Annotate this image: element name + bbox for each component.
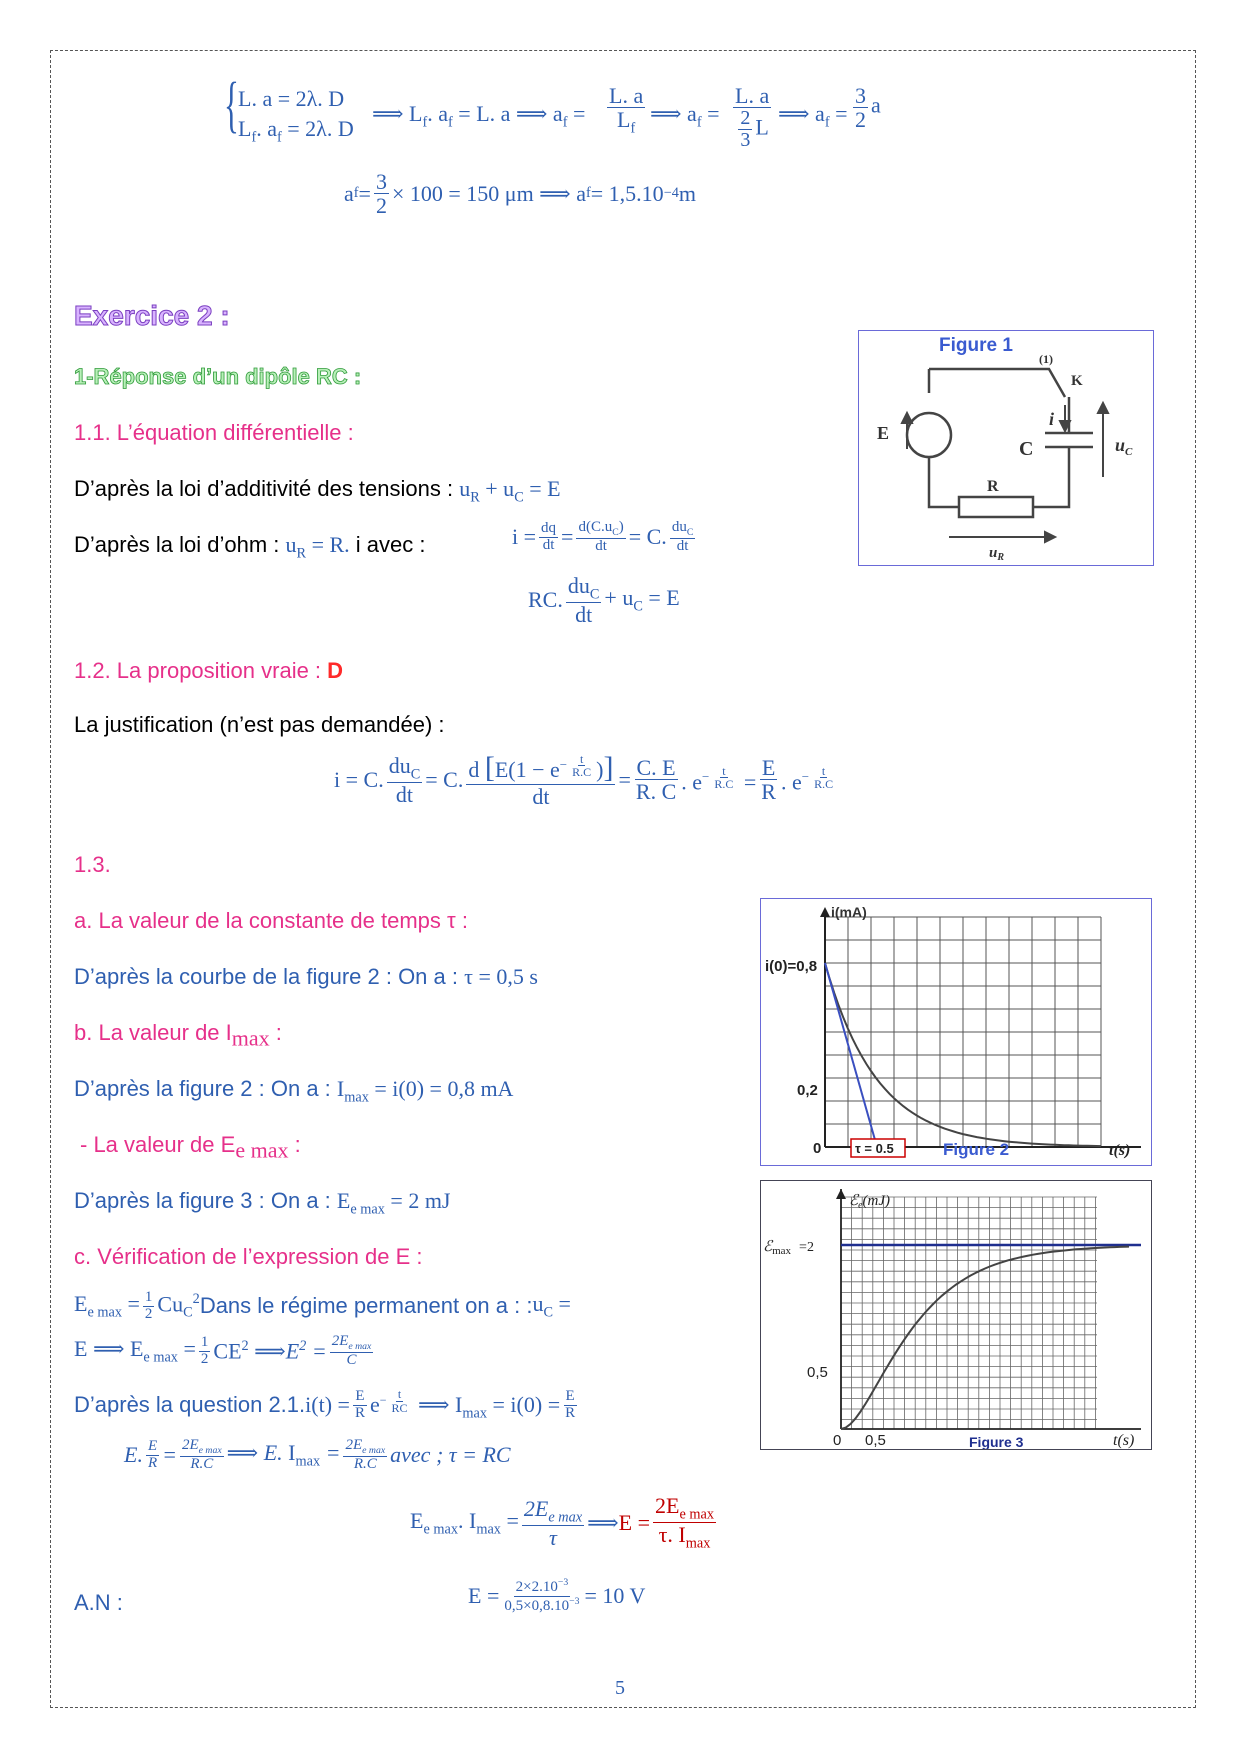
switch-position-label: (1) (1039, 352, 1053, 366)
qc-heading: c. Vérification de l’expression de E : (74, 1244, 423, 1269)
figure-3-ylabel: ℰ$_e$(mJ) (849, 1193, 891, 1211)
additivity-line: D’après la loi d’additivité des tensions : $u_R + u_C = E$ (74, 476, 561, 506)
figure-3-title: Figure 3 (969, 1434, 1024, 1449)
frac-3-2-a: $\frac{3}{2}$ a (855, 83, 881, 133)
justification: La justification (n’est pas demandée) : (74, 712, 445, 737)
current-derivative: i = $\frac{dq}{dt}$ = $\frac{d(C.u_C)}{dt}$ = C. $\frac{du_C}{dt}$ (512, 519, 694, 555)
uc-label: $u_C$ (1115, 435, 1133, 458)
differential-equation: RC. $\frac{du_C}{dt}$ + $u_C = E$ (528, 573, 680, 628)
figure-2-xlabel: t(s) (1109, 1142, 1131, 1159)
energy-graph (761, 1181, 1151, 1449)
exercise-title: Exercice 2 : (74, 300, 230, 331)
switch-label: K (1071, 373, 1083, 389)
qc-result: $E_{e max}$. $I_{max}$ = $\frac{2E_{e max}}{\tau}$ ⟹ E = $\frac{2E_{e max}}{\tau. I_{max}}$ (410, 1493, 714, 1552)
qc-line-3: D’après la question 2.1. i(t) = $\frac{E}{R}$ $e^{- \frac{t}{RC}}$ ⟹ $I_{max} = i(0)$ = $\frac{E}{R}$ (74, 1387, 576, 1422)
tau-label: τ = 0.5 (855, 1141, 894, 1156)
figure-2-ylabel: i(mA) (831, 904, 867, 920)
emax-label: ℰ$_{max}$ =2 (763, 1239, 814, 1257)
fig3-origin: 0 (833, 1432, 842, 1449)
chain-step-1: ⟹ $L_f$. $a_f = L$. a ⟹ $a_f$ = (372, 101, 586, 131)
frac-La-over-Lf: $\frac{L. a}{L_f}$ (609, 83, 644, 137)
source-label: E (877, 423, 890, 443)
figure-2-title: Figure 2 (943, 1140, 1010, 1159)
qe-answer: D’après la figure 3 : On a : $E_{e max} = 2$ mJ (74, 1188, 451, 1218)
current-graph (761, 899, 1151, 1165)
qa-heading: a. La valeur de la constante de temps τ : (74, 908, 468, 933)
current-label: i (1049, 409, 1055, 429)
q13-heading: 1.3. (74, 852, 111, 877)
capacitor-label: C (1019, 438, 1034, 460)
chain-step-3: ⟹ $a_f$ = (650, 101, 720, 131)
ur-label: $u_R$ (989, 545, 1005, 563)
q11-heading: 1.1. L’équation différentielle : (74, 420, 354, 445)
tick-0-5-y: 0,5 (807, 1364, 828, 1381)
qc-line-4: E. $\frac{E}{R}$ = $\frac{2E_{e max}}{R.C}$ ⟹ E. $I_{max}$ = $\frac{2E_{e max}}{R.C}$ avec ; τ = RC (124, 1437, 511, 1473)
resistor-label: R (987, 478, 999, 495)
figure-3 (760, 1180, 1152, 1450)
tick-0-2: 0,2 (797, 1082, 818, 1099)
qb-heading: b. La valeur de $I_{max}$ : (74, 1020, 282, 1051)
figure-1 (858, 330, 1154, 566)
system-line-2: $L_f$. $a_f = 2\lambda$. D (238, 116, 354, 146)
qc-line-2: E ⟹ $E_{e max}$ = $\frac{1}{2}$ $CE^2$ ⟹ $E^2$ = $\frac{2E_{e max}}{C}$ (74, 1333, 372, 1369)
page-number: 5 (615, 1677, 625, 1699)
i0-label: i(0)=0,8 (765, 958, 818, 975)
figure-3-xlabel: t(s) (1113, 1432, 1135, 1449)
af-result: a f = $\frac{3}{2}$ × 100 = 150 μm ⟹ a f = 1,5.10 −4 m (344, 169, 697, 219)
q12-heading: 1.2. La proposition vraie : D (74, 658, 344, 683)
an-label: A.N : (74, 1590, 123, 1615)
qc-line-1: $E_{e max}$ = $\frac{1}{2}$ $Cu_C^2$ Dans le régime permanent on a : : $u_C$ = (74, 1289, 571, 1322)
system-brace: { (224, 71, 239, 139)
an-equation: E = $\frac{2\times 2.10^{-3}}{0,5\times 0,8.10^{-3}}$ = 10 V (468, 1577, 646, 1614)
rc-circuit-diagram (859, 331, 1153, 565)
tick-0-5-x: 0,5 (865, 1432, 886, 1449)
fig2-origin: 0 (813, 1140, 822, 1157)
figure-2 (760, 898, 1152, 1166)
qa-answer: D’après la courbe de la figure 2 : On a : τ = 0,5 s (74, 964, 538, 989)
section-rc-dipole: 1-Réponse d’un dipôle RC : (74, 364, 362, 389)
system-line-1: L. a = 2λ. D (238, 86, 345, 111)
frac-La-over-2-3-L: L. a $\frac{2}{3}$ L (735, 83, 770, 152)
figure-1-title: Figure 1 (939, 335, 1013, 356)
ohm-line: D’après la loi d’ohm : $u_R = R$. i avec : (74, 532, 426, 562)
qb-answer: D’après la figure 2 : On a : $I_{max} = i(0) = 0,8$ mA (74, 1076, 514, 1106)
chain-step-4: ⟹ $a_f$ = (778, 101, 848, 131)
justification-equation: i = C. $\frac{du_C}{dt}$ = C. d [$E(1 - e^{- \frac{t}{R.C}}$ )] dt = $\frac{C. E}{R. C}$ . $e^{- \frac{t}{R.C}}$ = $\frac{E}{R}$ . $e^{- \frac{t}{R.C}}$ (334, 751, 834, 809)
qe-heading: - La valeur de $E_{e max}$ : (80, 1132, 301, 1163)
